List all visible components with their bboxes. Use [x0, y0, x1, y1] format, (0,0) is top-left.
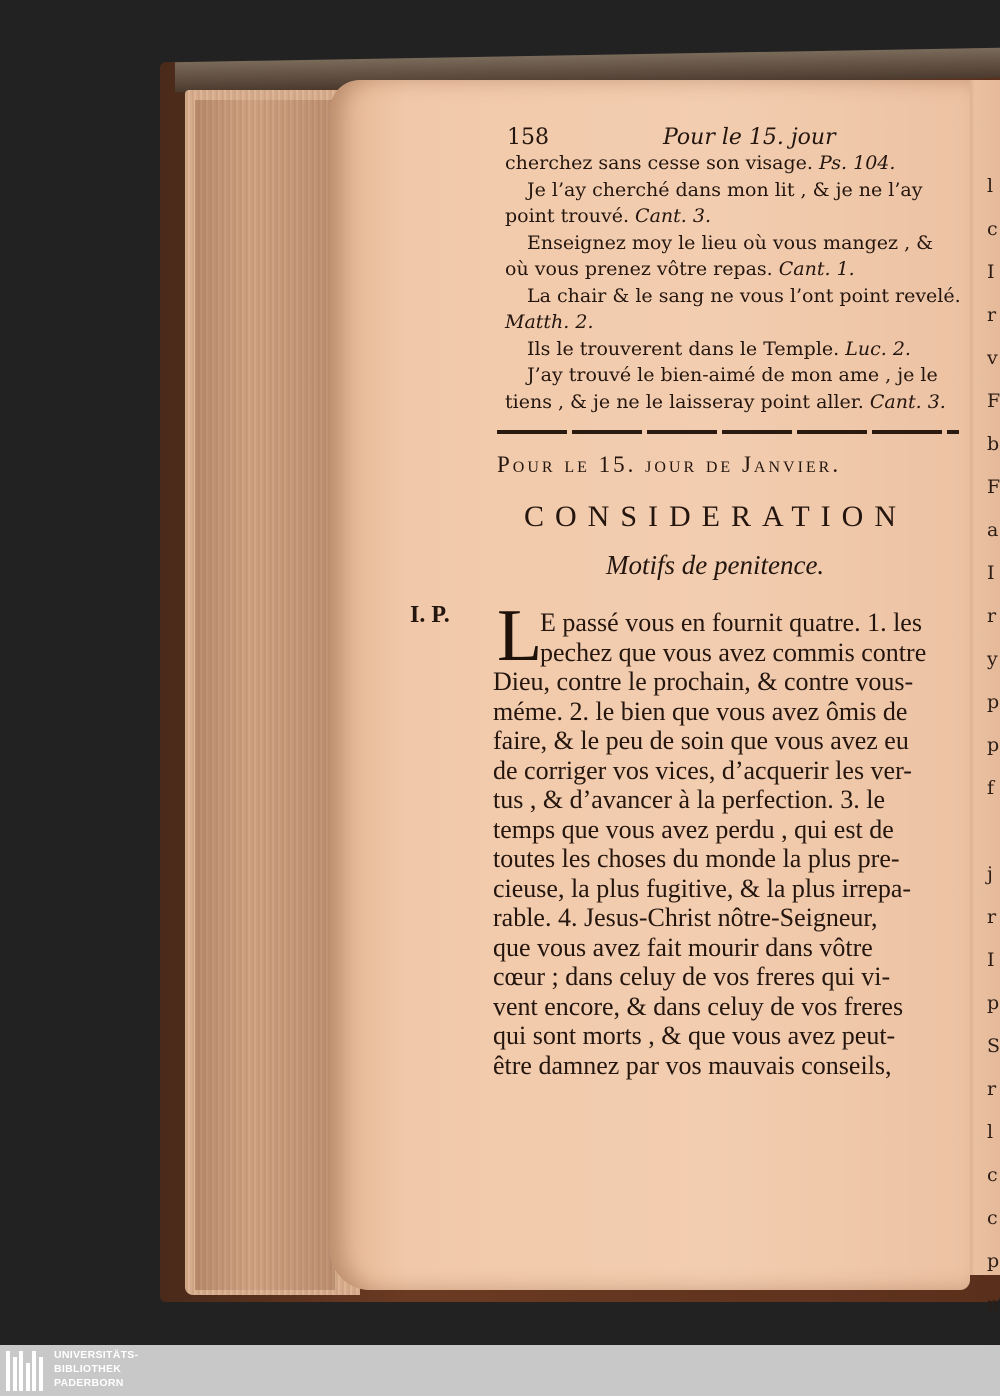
logo-line-2: BIBLIOTHEK	[54, 1363, 122, 1375]
body-line: E passé vous en fournit quatre. 1. les	[540, 608, 922, 637]
body-line: cœur ; dans celuy de vos freres qui vi-	[493, 962, 891, 991]
facing-page-glyph: p	[987, 734, 1000, 756]
body-line: toutes les choses du monde la plus pre-	[493, 844, 900, 873]
scripture-reference: Luc. 2.	[845, 337, 911, 360]
library-logo-icon	[6, 1351, 48, 1391]
facing-page-glyph: I	[987, 562, 995, 584]
page-number: 158	[507, 125, 549, 150]
passage-text: tiens , & je ne le laisseray point aller.	[505, 390, 870, 413]
facing-page-glyph: p	[987, 992, 1000, 1014]
body-line: méme. 2. le bien que vous avez ômis de	[493, 696, 908, 726]
facing-page-glyph: p	[987, 1250, 1000, 1272]
facing-page-glyph: y	[987, 648, 998, 670]
scripture-reference: Cant. 3.	[869, 390, 946, 413]
passage-line	[505, 256, 855, 282]
facing-page-glyph: l	[987, 175, 994, 197]
facing-page-glyph: r	[987, 1078, 997, 1100]
facing-page-glyph: S	[987, 1035, 1000, 1057]
passage-text: Je l’ay cherché dans mon lit , & je ne l’ay	[527, 178, 923, 201]
passage-line	[527, 177, 922, 203]
passage-line	[505, 203, 711, 229]
passage-text: cherchez sans cesse son visage.	[505, 152, 819, 174]
facing-page-glyph: I	[987, 261, 995, 283]
facing-page-glyph: F	[987, 476, 1000, 498]
facing-page-glyph: j	[987, 863, 993, 885]
library-logo-text	[54, 1348, 138, 1390]
scripture-reference: Cant. 1.	[778, 258, 855, 280]
facing-page-glyph: p	[987, 691, 1000, 713]
passage-line	[527, 336, 911, 362]
passage-line	[527, 283, 961, 309]
body-line: rable. 4. Jesus-Christ nôtre-Seigneur,	[493, 903, 878, 932]
body-line: vent encore, & dans celuy de vos freres	[493, 991, 904, 1021]
page-block-shadow	[195, 100, 335, 1290]
consideration-title: CONSIDERATION	[524, 500, 907, 533]
facing-page-glyph: c	[987, 218, 998, 240]
facing-page-glyph: r	[987, 304, 997, 326]
passage-text: La chair & le sang ne vous l’ont point revelé.	[527, 284, 961, 307]
passage-text: Ils le trouverent dans le Temple.	[527, 337, 846, 360]
facing-page-text-fragments	[987, 165, 1000, 1369]
passage-text: Enseignez moy le lieu où vous mangez , &	[527, 231, 934, 254]
library-footer-bar	[0, 1345, 1000, 1396]
facing-page-glyph: a	[987, 519, 999, 541]
logo-line-1: UNIVERSITÄTS-	[54, 1349, 139, 1361]
section-heading: Pour le 15. jour de Janvier.	[497, 452, 842, 477]
body-line: temps que vous avez perdu , qui est de	[493, 814, 894, 844]
scripture-reference: Matth. 2.	[505, 311, 594, 333]
facing-page-glyph: n	[987, 1293, 1000, 1315]
drop-cap: L	[497, 595, 543, 677]
facing-page-glyph: I	[987, 949, 995, 971]
facing-page-glyph: c	[987, 1164, 998, 1186]
passage-text: point trouvé.	[505, 205, 636, 227]
passage-line	[505, 389, 946, 415]
scripture-reference: Cant. 3.	[635, 205, 711, 227]
facing-page-glyph: f	[987, 777, 995, 799]
facing-page-glyph: r	[987, 605, 997, 627]
facing-page-glyph: r	[987, 906, 997, 928]
facing-page-glyph: c	[987, 1207, 998, 1229]
facing-page-glyph: F	[987, 390, 1000, 412]
body-line: pechez que vous avez commis contre	[540, 637, 927, 667]
body-line: cieuse, la plus fugitive, & la plus irrepa-	[493, 873, 912, 903]
body-line: faire, & le peu de soin que vous avez eu	[493, 726, 909, 755]
section-divider-rule	[497, 430, 959, 434]
passage-line	[527, 230, 933, 256]
running-title: Pour le 15. jour	[663, 125, 836, 150]
body-line: tus , & d’avancer à la perfection. 3. le	[493, 785, 885, 814]
subtitle: Motifs de penitence.	[606, 550, 825, 580]
passage-text: J’ay trouvé le bien-aimé de mon ame , je le	[527, 364, 938, 386]
point-marker: I. P.	[410, 602, 450, 628]
passage-text: où vous prenez vôtre repas.	[505, 258, 779, 280]
facing-page-glyph: l	[987, 1121, 994, 1143]
facing-page-glyph: v	[987, 347, 998, 369]
passage-line	[527, 362, 938, 388]
body-line: de corriger vos vices, d’acquerir les ver-	[493, 755, 912, 785]
facing-page-glyph	[987, 810, 1000, 853]
body-line: qui sont morts , & que vous avez peut-	[493, 1021, 896, 1050]
body-line: que vous avez fait mourir dans vôtre	[493, 932, 873, 962]
scripture-reference: Ps. 104.	[819, 152, 896, 174]
body-line: Dieu, contre le prochain, & contre vous-	[493, 667, 914, 696]
logo-line-3: PADERBORN	[54, 1377, 124, 1389]
passage-line	[505, 150, 895, 176]
body-line: être damnez par vos mauvais conseils,	[493, 1050, 892, 1080]
passage-line	[505, 309, 594, 335]
facing-page-glyph: b	[987, 433, 1000, 455]
